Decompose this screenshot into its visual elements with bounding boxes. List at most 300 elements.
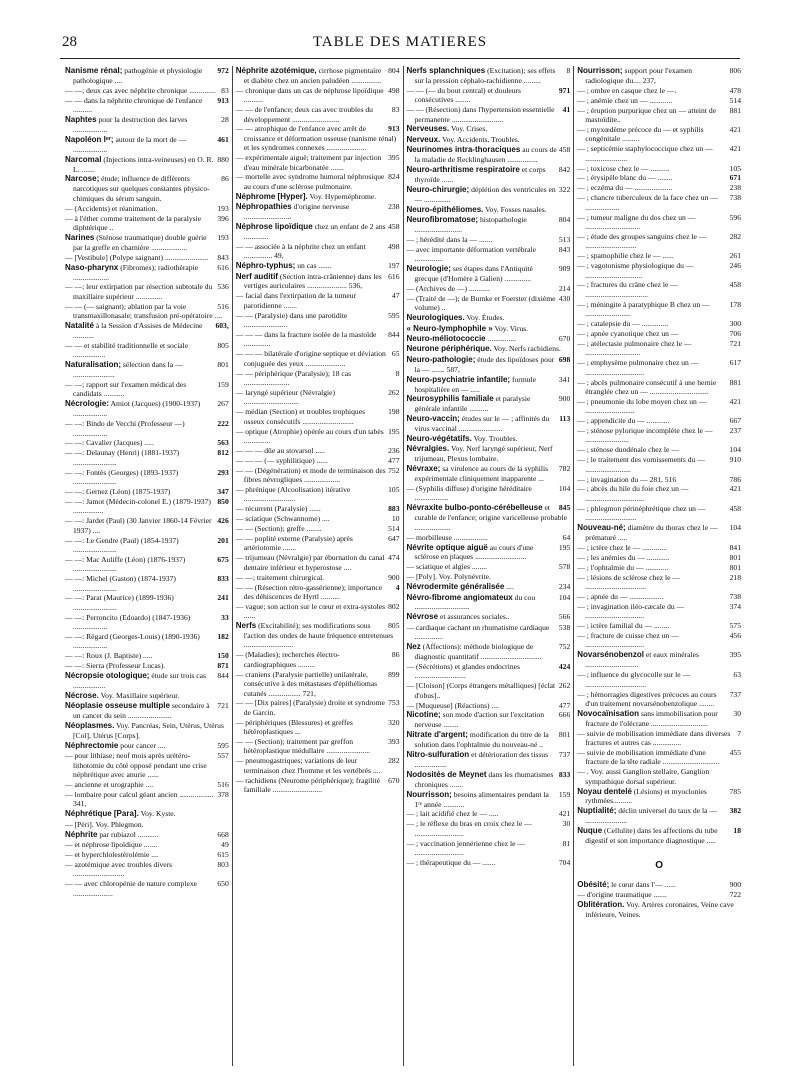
index-entry (577, 251, 741, 260)
entry-keyword: Nécrologie: (65, 399, 110, 409)
index-entry (236, 621, 400, 650)
page-reference: 241 (217, 593, 229, 603)
page-reference: 752 (558, 642, 571, 652)
index-entry (65, 516, 229, 535)
index-entry (407, 334, 571, 344)
page-reference: 563 (217, 438, 229, 448)
page-reference: 881 (729, 377, 741, 387)
entry-text: sa virulence au cours de la syphilis expérimentale cliniquement inapparente ... (414, 464, 549, 484)
entry-text: — ; le traitement des vomissements du — ........................ (577, 455, 705, 474)
page-reference: 178 (729, 299, 741, 309)
page-reference: 393 (388, 737, 400, 747)
index-entry (236, 66, 400, 85)
entry-text: — —: Cavalier (Jacques) ..... (65, 438, 154, 448)
entry-text: — ; abcès pulmonaire consécutif à une hernie étranglée chez un — ............................... (577, 377, 717, 396)
index-column-3 (403, 66, 574, 1066)
index-entry (407, 770, 571, 789)
entry-keyword: Narcomal (65, 154, 102, 164)
entry-keyword: Névraxe; (406, 464, 441, 474)
index-entry (577, 573, 741, 592)
entry-keyword: Néoplasmes. (65, 721, 115, 731)
entry-keyword: Nerfs (235, 621, 257, 631)
entry-text: — suivie de mobilisation immédiate dans diverses fractures et autres cas ............... (577, 728, 731, 748)
page-reference: 845 (558, 503, 571, 513)
entry-text: — optique (Atrophie) opérée au cours d'un tabès .............. (235, 426, 384, 445)
entry-text: Voy. Kyste. (140, 809, 176, 819)
page-reference: 603, (215, 321, 229, 331)
entry-text: diamètre du thorax chez le — prématuré ..... (585, 523, 718, 542)
entry-keyword: Nerveuses. (406, 124, 450, 134)
entry-text: — craniens (Paralysie partielle) unilatérale, consécutive à des métastases d'épithéliomas cutanés ................. 721, (235, 669, 378, 698)
entry-text: — ; abcès du hile du foie chez un — ............................... (577, 484, 689, 503)
index-entry (577, 232, 741, 251)
entry-text: — ; apnée cyanotique chez un — (577, 328, 679, 338)
entry-text: — et néphrose lipoïdique ....... (65, 840, 158, 850)
index-entry (407, 414, 571, 433)
index-entry (407, 662, 571, 681)
page-reference: 805 (388, 621, 400, 631)
entry-text: par rubiazol ........... (99, 829, 159, 839)
entry-text: Voy. Nerf laryngé supérieur, Nerf trijumeau, Plexus lombaire. (414, 444, 553, 464)
page-reference: 238 (388, 202, 400, 212)
page-reference: 455 (729, 747, 741, 757)
entry-text: — [Cloison] (Corps étrangers métalliques) [éclat d'obus].. (406, 681, 556, 700)
page-reference: 41 (562, 105, 571, 115)
page-reference: 737 (558, 750, 571, 760)
page-reference: 785 (729, 786, 741, 796)
page-reference: 617 (729, 358, 741, 368)
index-entry (65, 632, 229, 651)
page-title: TABLE DES MATIERES (312, 34, 488, 50)
page-reference: 899 (388, 669, 400, 679)
entry-keyword: Neuro-chirurgie; (406, 184, 470, 194)
index-entry (65, 661, 229, 670)
index-entry (577, 670, 741, 689)
entry-text: — — atrophique de l'enfance avec arrêt de croissance et déformation osseuse (nanisme rénal) et les syndromes connexes ..................... (235, 124, 397, 153)
page-reference: 421 (729, 484, 741, 494)
page-reference: 843 (558, 244, 571, 254)
entry-text: — — — dûe au stovarsol ..... (235, 445, 325, 455)
index-entry (577, 650, 741, 669)
page-reference: 421 (729, 144, 741, 154)
index-entry (407, 313, 571, 323)
index-entry (236, 86, 400, 105)
entry-text: Voy. Études. (466, 313, 505, 323)
page-reference: 536 (217, 282, 229, 292)
index-entry (407, 790, 571, 809)
entry-text: pour la destruction des larves .................. (73, 115, 188, 134)
entry-text: — laryngé supérieur (Névralgie) ............................. (235, 387, 336, 407)
page-reference: 881 (729, 105, 741, 115)
section-letter: O (655, 859, 664, 871)
page-reference: 670 (388, 775, 400, 785)
index-entry (65, 214, 229, 233)
entry-keyword: Nitro-sulfuration (406, 750, 470, 760)
index-entry (577, 173, 741, 182)
entry-keyword: Neurologiques. (406, 313, 465, 323)
index-entry (407, 375, 571, 394)
index-entry (65, 840, 229, 849)
page-reference: 880 (217, 154, 229, 164)
page-reference: 421 (558, 809, 571, 819)
index-entry (65, 574, 229, 593)
index-entry (65, 613, 229, 632)
page-reference: 575 (729, 621, 741, 631)
index-entry (65, 233, 229, 252)
page-reference: 83 (221, 85, 229, 95)
page-reference: 113 (559, 414, 571, 424)
entry-keyword: Néphropathies (235, 202, 292, 212)
index-entry (236, 261, 400, 271)
index-entry (236, 756, 400, 775)
index-entry (577, 358, 741, 377)
index-entry (407, 355, 571, 374)
index-entry (65, 135, 229, 154)
page-reference: 752 (388, 465, 400, 475)
entry-text: — — dans la néphrite chronique de l'enfance .......... (65, 95, 203, 115)
page-reference: 801 (217, 360, 229, 370)
page-reference: 347 (217, 486, 229, 496)
page-reference: 474 (388, 553, 400, 563)
page-reference: 698 (558, 354, 571, 364)
entry-text: — pour lithiase; neuf mois après urétéro-lithotomie du côté opposé pendant une crise néphrétique avec anurie ...... (65, 751, 207, 780)
index-entry (236, 456, 400, 465)
page-reference: 382 (729, 806, 741, 816)
entry-text: — suivie de mobilisation immédiate d'une fracture de la tête radiale .............................. (577, 747, 720, 767)
index-entry (65, 155, 229, 174)
index-entry (577, 543, 741, 552)
index-entry (407, 444, 571, 463)
index-entry (65, 879, 229, 898)
entry-text: — —: Mac Auliffe (Léon) (1876-1937) ....................... (65, 554, 186, 574)
page-header (0, 30, 800, 58)
index-entry (65, 438, 229, 447)
entry-text: — . Voy. aussi Ganglion stellaire, Ganglion sympathique dorsal supérieur. (577, 767, 710, 786)
page-reference: 801 (729, 562, 741, 572)
index-entry (236, 776, 400, 795)
page-reference: 804 (558, 215, 571, 225)
page-reference: 478 (729, 85, 741, 95)
index-entry (236, 446, 400, 455)
page-reference: 104 (558, 484, 571, 494)
entry-keyword: Obésité; (577, 879, 610, 889)
index-entry (65, 360, 229, 379)
page-reference: 557 (217, 751, 229, 761)
page-reference: 668 (217, 829, 229, 839)
entry-text: (Excitabilité); ses modifications sous l'action des ondes de haute fréquence entretenues .......................... (243, 621, 394, 650)
page-reference: 7 (737, 728, 741, 738)
index-entry (236, 124, 400, 152)
index-entry (577, 484, 741, 503)
page-reference: 498 (388, 85, 400, 95)
entry-text: — ; apnée du — .................. (577, 591, 664, 601)
index-entry (577, 631, 741, 650)
index-entry (236, 698, 400, 717)
index-entry (407, 394, 571, 413)
index-entry (65, 96, 229, 115)
page-reference: 104 (729, 523, 741, 533)
page-reference: 972 (217, 66, 229, 75)
page-reference: 86 (391, 650, 400, 660)
index-entry (407, 124, 571, 134)
entry-text: modification du titre de la solution dans l'ophtalmie du nouveau-né .. (414, 730, 549, 750)
entry-text: — ; anémie chez un — ............ (577, 95, 673, 105)
index-entry (65, 66, 229, 85)
page-reference: 844 (388, 329, 400, 339)
index-entry (407, 543, 571, 562)
page-reference: 786 (729, 474, 741, 484)
index-entry (65, 341, 229, 360)
page-reference: 850 (217, 496, 229, 506)
entry-text: — pneumogastriques; variations de leur terminaison chez l'homme et les vertébrés .... (235, 756, 381, 775)
entry-text: — — (Paralysie) dans une parotidite ....................... (235, 310, 348, 330)
entry-keyword: Névrose (406, 612, 439, 622)
entry-text: — ; hémorragies digestives précoces au cours d'un traitement novarsénobenzolique ........ (577, 689, 717, 708)
entry-text: — rachidiens (Neurome périphérique); fragilité familiale .......................... (235, 775, 380, 795)
entry-text: — morbilleuse .................. (406, 532, 488, 542)
entry-text: — ; appendicite du — ............ (577, 416, 670, 426)
entry-keyword: Nerfs splanchniques (406, 66, 486, 75)
page-reference: 498 (388, 241, 400, 251)
index-entry (407, 819, 571, 838)
page-reference: 201 (217, 535, 229, 545)
index-entry (407, 562, 571, 571)
entry-text: — [Péri]. Voy. Phlegmon. (65, 819, 144, 829)
page-reference: 198 (388, 407, 400, 417)
entry-text: — —; rapport sur l'examen médical des candidats ........... (65, 380, 187, 399)
entry-text: — ; érysipèle blanc du — ........ (577, 173, 673, 183)
entry-keyword: Naso-pharynx (65, 262, 119, 272)
entry-text: — ; invagination iléo-cæcale du — ............................... (577, 601, 685, 621)
entry-text: et assurances sociales.. (439, 612, 510, 622)
entry-keyword: Nouveau-né; (577, 523, 626, 533)
entry-keyword: Nourrisson; (577, 66, 623, 75)
page-reference: 197 (388, 261, 400, 271)
index-entry (407, 582, 571, 592)
entry-text: secondaire à un cancer du sein ....................... (73, 701, 210, 721)
page-reference: 261 (729, 251, 741, 261)
index-entry (236, 153, 400, 172)
entry-text: — —: Le Gendre (Paul) (1854-1937) ....................... (65, 535, 179, 554)
index-entry (577, 300, 741, 319)
index-column-1 (62, 66, 232, 1066)
entry-keyword: Nourrisson; (406, 789, 452, 799)
page-reference: 64 (562, 532, 571, 542)
index-entry (236, 172, 400, 191)
index-column-4 (573, 66, 744, 1066)
entry-text: — (Sécrétions) et glandes endocrines ........................... (406, 661, 520, 681)
index-entry (65, 850, 229, 859)
index-entry (236, 583, 400, 602)
page-reference: 753 (388, 698, 400, 708)
entry-text: — (Maladies); recherches électro-cardiographiques ......... (235, 650, 340, 669)
entry-text: dans les rhumatismes chroniques ....... (414, 769, 554, 789)
entry-text: — — (— saignant); ablation par la voie transmaxillonasale; transfusion pré-opératoire .... (65, 301, 223, 321)
page-reference: 477 (558, 700, 571, 710)
index-entry (577, 96, 741, 105)
page-reference: 426 (217, 516, 229, 526)
entry-text: — phrénique (Alcoolisation) itérative ........................... (235, 484, 351, 504)
index-entry (65, 321, 229, 340)
index-entry (65, 820, 229, 829)
page-reference: 721 (217, 701, 229, 711)
entry-keyword: Nez (406, 642, 421, 652)
index-entry (236, 105, 400, 124)
entry-text: — — de l'enfance; deux cas avec troubles du développement ......................... (235, 105, 373, 124)
entry-text: — ; influence du glycocolle sur le — ................................ (577, 670, 691, 689)
index-entry (236, 504, 400, 513)
index-entry (577, 475, 741, 484)
entry-keyword: « Neuro-lymphophile » (406, 323, 493, 333)
index-entry (407, 66, 571, 85)
page-reference: 246 (729, 261, 741, 271)
entry-keyword: Neurosyphilis familiale (406, 394, 494, 404)
entry-text: — ; chancre tuberculeux de la face chez un — .................. (577, 193, 718, 212)
page-reference: 395 (388, 153, 400, 163)
index-entry (65, 671, 229, 690)
page-reference: 105 (729, 163, 741, 173)
page-reference: 8 (566, 66, 571, 75)
page-reference: 802 (388, 601, 400, 611)
entry-text: — d'origine traumatique ....... (577, 890, 667, 900)
entry-keyword: Neuro-épithéliomes. (406, 204, 484, 214)
page-reference: 595 (388, 310, 400, 320)
entry-text: — sciatique (Schwannome) .... (235, 514, 330, 524)
page-reference: 516 (217, 301, 229, 311)
entry-text: — ; thérapeutique du — ....... (406, 858, 496, 867)
entry-text: (Section intra-crânienne) dans les vertiges auriculaires ..................... 536, (243, 271, 382, 291)
page-reference: 33 (221, 612, 229, 622)
entry-text: — chronique dans un cas de néphrose lipoïdique .......... (235, 85, 384, 105)
page-reference: 18 (733, 826, 741, 836)
entry-text: Voy. Nerfs rachidiens. (493, 344, 561, 354)
entry-text: — — (Section); greffe ........ (235, 524, 322, 534)
entry-text: Voy. Maxillaire supérieur. (100, 691, 180, 700)
index-entry (236, 272, 400, 291)
entry-text: études sur le — ; affinités du virus vaccinal ....................... (414, 414, 550, 434)
entry-keyword: Neuro-végétatifs. (406, 434, 472, 444)
page-reference: 842 (558, 165, 571, 175)
index-entry (236, 737, 400, 756)
index-entry (236, 534, 400, 553)
page-reference: 30 (562, 819, 571, 829)
entry-text: (Affections): méthode biologique de diagnostic quantitatif ................................ (414, 642, 542, 661)
page-number: 28 (62, 34, 77, 50)
index-entry (407, 245, 571, 264)
page-reference: 841 (729, 542, 741, 552)
index-entry (577, 319, 741, 328)
entry-text: — ; catalepsie du — .............. (577, 319, 669, 329)
index-entry (577, 213, 741, 232)
page-reference: 262 (388, 387, 400, 397)
entry-text: pathogénie et physiologie pathologique .... (73, 66, 203, 85)
page-reference: 738 (729, 193, 741, 203)
entry-keyword: Novarsénobenzol (577, 650, 644, 660)
entry-keyword: Néphrite (65, 829, 98, 839)
entry-keyword: Néphro-typhus; (235, 261, 296, 271)
index-entry (407, 215, 571, 234)
index-entry (407, 86, 571, 105)
index-entry (407, 294, 571, 313)
index-entry (65, 830, 229, 840)
entry-keyword: Nanisme rénal; (65, 66, 123, 75)
index-entry (236, 553, 400, 572)
entry-text: au cours de la maladie de Recklinghausen ................ (414, 145, 557, 165)
index-entry (407, 434, 571, 444)
index-entry (577, 397, 741, 416)
page-reference: 801 (729, 552, 741, 562)
entry-text: sélection dans la — ...................... (73, 360, 183, 380)
entry-text: — ; sténose duodénale chez le — (577, 445, 679, 455)
index-entry (65, 204, 229, 213)
entry-text: et paralysie générale infantile .......... (414, 394, 531, 414)
page-reference: 341 (558, 374, 571, 384)
page-reference: 722 (729, 890, 741, 900)
index-entry (407, 623, 571, 642)
page-reference: 65 (391, 349, 400, 359)
index-entry (65, 780, 229, 789)
page-reference: 458 (729, 503, 741, 513)
entry-text: — [Muqueuse] (Réactions) .... (406, 700, 500, 710)
page-reference: 578 (558, 562, 571, 572)
index-entry (407, 185, 571, 204)
index-entry (407, 105, 571, 124)
entry-keyword: Naphtes (65, 115, 97, 125)
index-entry (65, 536, 229, 555)
index-entry (577, 193, 741, 212)
entry-text: — — — dans la fracture isolée de la mastoïde .............. (235, 329, 377, 349)
entry-text: — — poplité externe (Paralysie) après artériotomie ....... (235, 534, 353, 553)
entry-text: du cou ............................. (414, 592, 536, 612)
index-entry (65, 555, 229, 574)
index-entry (236, 718, 400, 737)
entry-keyword: Nuptialité; (577, 806, 617, 816)
page-reference: 396 (217, 213, 229, 223)
entry-text: — ; septicémie staphylococcique chez un — ...................... (577, 144, 713, 163)
page-reference: 909 (558, 264, 571, 274)
entry-text: — (Syphilis diffuse) d'origine héréditaire .................. (406, 484, 532, 503)
entry-keyword: Néoplasie osseuse multiple (65, 701, 170, 711)
entry-text: — — — bilatérale d'origine septique et déviation conjuguée des yeux ..................... (235, 349, 386, 368)
index-entry (407, 264, 571, 283)
index-entry (577, 900, 741, 919)
entry-keyword: Nitrate d'argent; (406, 730, 468, 740)
page-reference: 234 (558, 582, 571, 592)
page-reference: 883 (388, 504, 400, 514)
page-reference: 458 (388, 222, 400, 231)
entry-text: chez un enfant de 2 ans ............. (243, 222, 386, 241)
page-reference: 218 (729, 572, 741, 582)
index-entry (236, 514, 400, 523)
page-reference: 236 (388, 445, 400, 455)
index-entry (577, 729, 741, 748)
entry-keyword: Neurone périphérique. (406, 344, 492, 354)
entry-text: — —; traitement chirurgical. (235, 572, 325, 582)
entry-text: déclin universel du taux de la — ...................... (585, 806, 717, 826)
page-reference: 237 (729, 426, 741, 436)
entry-text: d'origine nerveuse ......................... (243, 202, 350, 222)
entry-text: besoins alimentaires pendant la 1ʳᵉ année ........... (414, 789, 549, 809)
index-entry (65, 399, 229, 418)
index-column-2 (232, 66, 403, 1066)
page-reference: 83 (391, 105, 400, 115)
page-reference: 647 (388, 534, 400, 543)
page-reference: 104 (729, 445, 741, 455)
index-entry (65, 741, 229, 751)
entry-text: — —: Parat (Maurice) (1899-1936) ....................... (65, 593, 174, 612)
page-reference: 30 (733, 708, 741, 718)
entry-text: Voy. Crises. (450, 124, 488, 134)
